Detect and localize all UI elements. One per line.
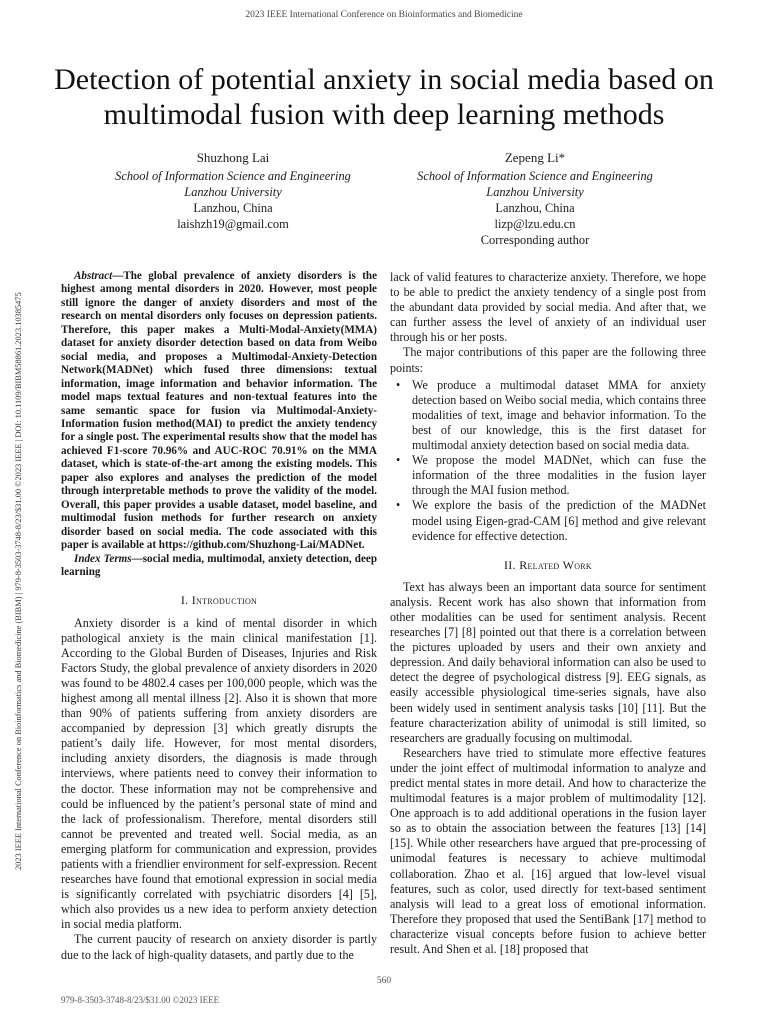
author-school: School of Information Science and Engineering [417,169,653,183]
right-column [390,270,706,957]
footer-copyright: 979-8-3503-3748-8/23/$31.00 ©2023 IEEE [61,995,220,1005]
author-university: Lanzhou University [486,185,584,199]
intro-paragraph: The current paucity of research on anxiety disorder is partly due to the lack of high-quality datasets, and partly due to the [61,932,377,962]
paper-title: Detection of potential anxiety in social media based on multimodal fusion with deep learning methods [54,63,714,131]
list-item: • We explore the basis of the prediction of the MADNet model using Eigen-grad-CAM [6] method and give relevant evidence for effective detection. [406,498,706,543]
author-block-1 [90,150,376,232]
page-number: 560 [376,976,392,986]
section-heading-introduction: I. Introduction [180,593,258,608]
author-university: Lanzhou University [184,185,282,199]
contributions-lead: The major contributions of this paper are the following three points: [390,345,706,375]
author-location: Lanzhou, China [495,201,575,215]
author-email: lizp@lzu.edu.cn [494,217,576,231]
related-paragraph: Text has always been an important data source for sentiment analysis. Recent work has also shown that information from other modalities can be used for sentiment analysis. Recent researches [7] [8] pointed out that there is a correlation between the pictures uploaded by users and their own anxiety and depression. And daily behavioral information can also be used to detect the degree of psychological distress [9]. EEG signals, as easily accessible physiological time-series signals, have also been widely used in sentiment analysis tasks [10] [11]. But the feature characterization ability of unimodal is still limited, so researchers are gradually focusing on multimodal. [390,579,706,745]
intro-continuation: lack of valid features to characterize anxiety. Therefore, we hope to be able to predict the anxiety tendency of a single post from the abundant data provided by social media. And after that, we can further assess the level of anxiety of an individual user through his or her posts. [390,270,706,345]
abstract-body: —The global prevalence of anxiety disorders is the highest among mental disorders in 2020. However, most people still ignore the danger of anxiety disorders and most of the research on mental disorders only focuses on depression patients. Therefore, this paper makes a Multi-Modal-Anxiety(MMA) dataset for anxiety disorder detection based on data from Weibo social media, and proposes a Multimodal-Anxiety-Detection Network(MADNet) which fused three dimensions: textual information, image information and behavior information. The model maps textual features and non-textual features into the same semantic space for fusion via Multimodal-Anxiety-Information fusion method(MAI) to predict the anxiety tendency for a single post. The experimental results show that the model has achieved F1-score 70.96% and AUC-ROC 70.91% on the MMA dataset, which is state-of-the-art among the existing models. This paper also explores and analyses the prediction of the model through interpretable methods to prove the validity of the model. Overall, this paper provides a usable dataset, model baseline, and multimodal fusion methods for further research on anxiety disorder based on social media. The code associated with this paper is available at https://github.com/Shuzhong-Lai/MADNet. [61,270,377,552]
index-terms-body: —social media, multimodal, anxiety detection, deep learning [61,552,377,578]
list-item: • We produce a multimodal dataset MMA for anxiety detection based on Weibo social media, which contains three modalities of text, image and behavior information. To the best of our knowledge, this is the first dataset for multimodal anxiety detection based on social media data. [406,378,706,453]
doi-side-strip: 2023 IEEE International Conference on Bioinformatics and Biomedicine (BIBM) | 979-8-3503-3748-8/23/$31.00 ©2023 IEEE | DOI: 10.1109/BIBM58861.2023.10385475 [14,292,23,870]
author-school: School of Information Science and Engineering [115,169,351,183]
author-name: Zepeng Li* [504,150,566,165]
author-name: Shuzhong Lai [196,150,270,165]
author-email: laishzh19@gmail.com [177,217,289,231]
list-item: • We propose the model MADNet, which can fuse the information of the three modalities in the fusion layer through the MAI fusion method. [406,453,706,498]
abstract [61,270,377,579]
section-heading-related-work: II. Related Work [503,557,593,572]
index-terms-lead: Index Terms [74,552,132,565]
author-location: Lanzhou, China [193,201,273,215]
intro-paragraph: Anxiety disorder is a kind of mental disorder in which pathological anxiety is the main clinical manifestation [1]. According to the Global Burden of Diseases, Injuries and Risk Factors Study, the global prevalence of anxiety disorders in 2020 was found to be 4802.4 cases per 100,000 people, which was the highest among all mental illness [2]. Also it is shown that more than 90% of patients suffering from anxiety disorders are accompanied by depression [3] which greatly disrupts the patient’s daily life. However, for most mental disorders, including anxiety disorders, the diagnosis is made through interviews, where patients need to convey their information to the doctor. These information may not be comprehensive and could be influenced by the patient’s personal state of mind and the lack of professionalism. Therefore, mental disorders still cannot be prevented and treated well. Social media, as an emerging platform for communication and expression, provides patients with a friendlier environment for self-expression. Recent researches have found that emotional expression in social media is significantly correlated with psychiatric disorders [4] [5], which also provides us a new idea to perform anxiety detection in social media platform. [61,615,377,932]
left-column [61,270,377,963]
contributions-list [390,378,706,544]
author-block-2 [392,150,678,248]
related-paragraph: Researchers have tried to stimulate more effective features under the joint effect of multimodal information to analyze and predict mental states in more detail. And how to characterize the multimodal features is a major problem of multimodality [12]. One approach is to add additional operations in the fusion layer so as to obtain the association between the features [13] [14] [15]. While other researchers have argued that pre-processing of unimodal features is necessary to achieve multimodal collaboration. Zhao et al. [16] argued that low-level visual features, such as color, used directly for text-based sentiment analysis will lead to a great loss of emotional information. Therefore they proposed that used the SentiBank [17] method to characterize visual concepts before fusion to achieve better result. And Shen et al. [18] proposed that [390,745,706,957]
author-note: Corresponding author [480,233,590,247]
abstract-lead: Abstract [74,270,113,282]
conference-header: 2023 IEEE International Conference on Bioinformatics and Biomedicine [245,10,523,20]
